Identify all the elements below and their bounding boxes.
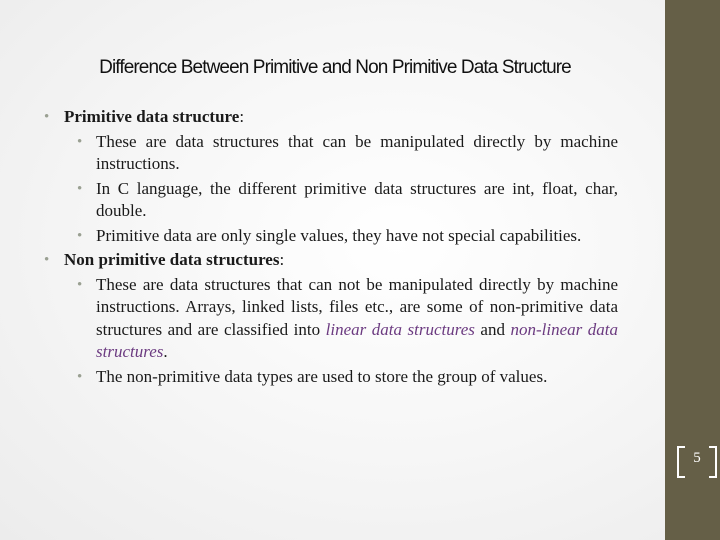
- bullet-icon: •: [77, 276, 83, 293]
- bullet-icon: •: [44, 252, 50, 268]
- list-item-text: .: [163, 342, 168, 361]
- list-item-text: These are data structures that can not be manipulated directly by machine instructions. Arrays, linked lists, files etc., are some of non-primitive data structures and are classified into: [96, 274, 618, 339]
- list-item: [44, 131, 618, 176]
- list-item-text: These are data structures that can be manipulated directly by machine instructions.: [96, 131, 618, 173]
- bullet-icon: •: [77, 133, 83, 150]
- heading-colon: :: [239, 107, 245, 126]
- slide-content: [44, 106, 618, 390]
- bullet-icon: •: [44, 109, 50, 125]
- term-linear-data-structures: linear data structures: [325, 319, 475, 339]
- list-item-text: Primitive data are only single values, they have not special capabilities.: [96, 225, 582, 245]
- list-item: [44, 178, 618, 223]
- list-item-text: and: [474, 319, 511, 339]
- page-number-badge: [677, 446, 717, 476]
- section-heading-text: Non primitive data structures: [64, 250, 280, 269]
- page-number: 5: [693, 450, 701, 466]
- bullet-icon: •: [77, 368, 83, 385]
- bullet-icon: •: [77, 227, 83, 244]
- list-item: [44, 274, 618, 364]
- section-heading-primitive: [44, 106, 618, 129]
- list-item: [44, 225, 618, 248]
- section-heading-non-primitive: [44, 249, 618, 272]
- list-item-text: The non-primitive data types are used to store the group of values.: [96, 366, 548, 386]
- list-item-text: In C language, the different primitive data structures are int, float, char, double.: [96, 178, 618, 220]
- heading-colon: :: [279, 250, 285, 269]
- section-heading-text: Primitive data structure: [64, 107, 240, 126]
- slide-title: Difference Between Primitive and Non Primitive Data Structure: [99, 57, 571, 78]
- bullet-icon: •: [77, 180, 83, 197]
- list-item: [44, 366, 618, 389]
- term-non-linear-data-structures: non-linear data structures: [96, 319, 618, 361]
